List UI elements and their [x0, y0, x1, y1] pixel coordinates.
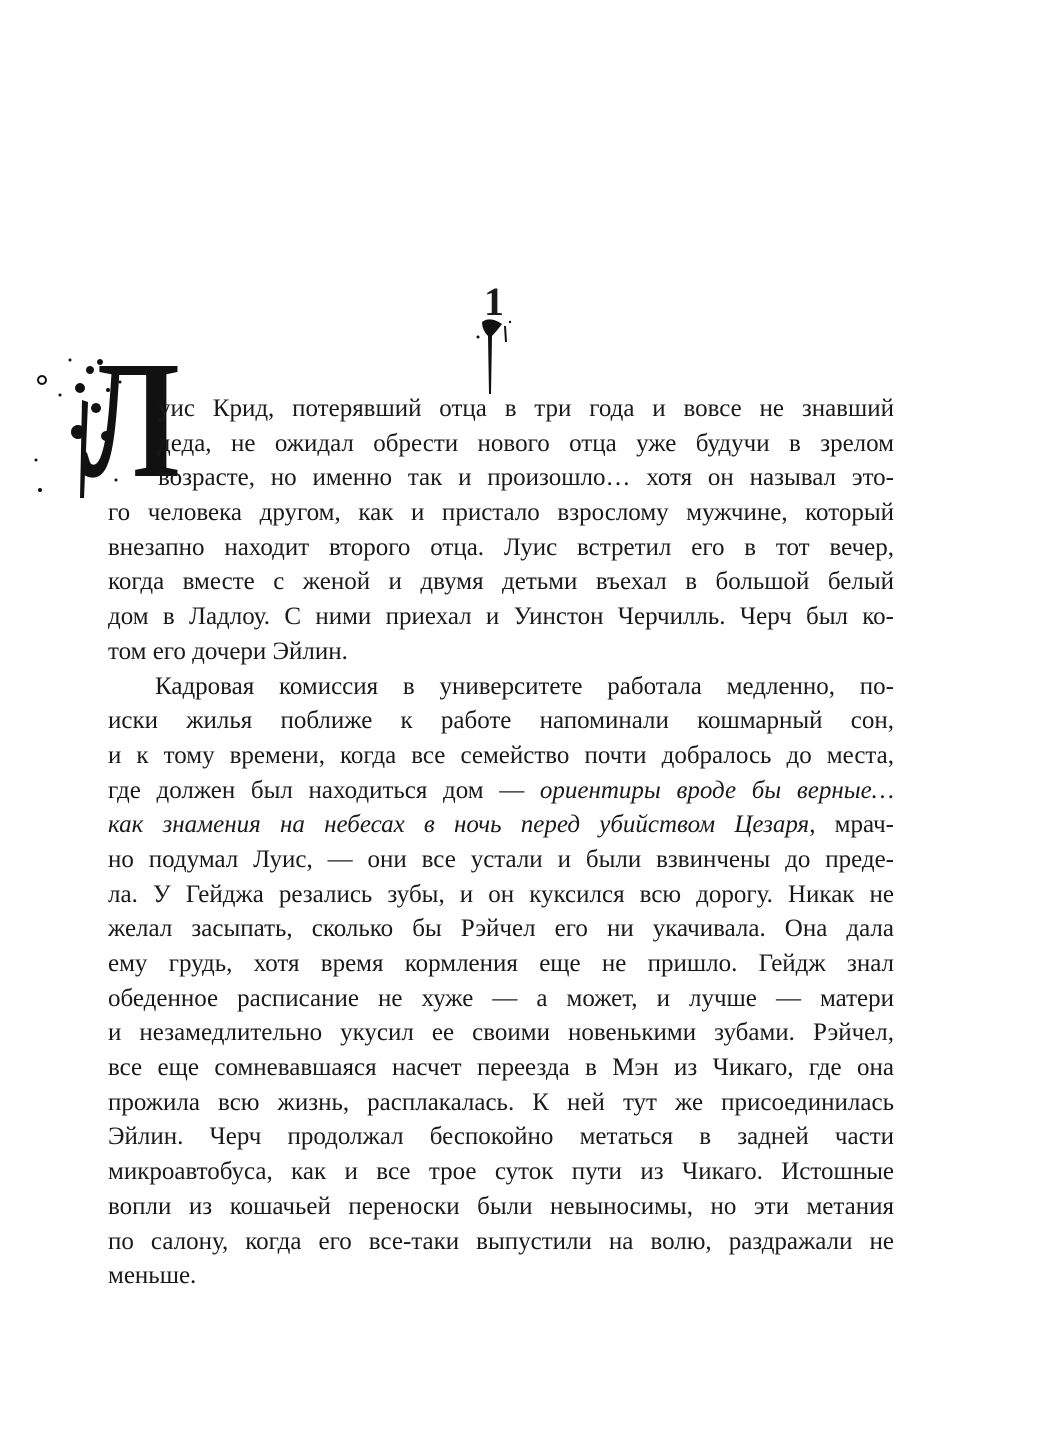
text-run: внезапно находит второго отца. Луис встретил его в тот вечер,	[108, 533, 894, 561]
text-run: вопли из кошачьей переноски были невыносимы, но эти метания	[108, 1192, 894, 1220]
text-line	[158, 392, 894, 427]
text-line	[108, 1086, 894, 1121]
text-run: деда, не ожидал обрести нового отца уже будучи в зрелом	[158, 429, 894, 457]
text-line	[108, 878, 894, 913]
paragraph	[108, 670, 894, 1294]
text-run: где должен был находиться дом —	[108, 776, 540, 804]
italic-text: ориентиры вроде бы верные…	[539, 776, 894, 804]
text-line	[158, 461, 894, 496]
text-line	[158, 427, 894, 462]
text-run: и незамедлительно укусил ее своими новенькими зубами. Рэйчел,	[108, 1019, 894, 1047]
text-run: обеденное расписание не хуже — а может, и лучше — матери	[108, 984, 894, 1012]
text-run: и к тому времени, когда все семейство почти добралось до места,	[108, 741, 894, 769]
text-line	[108, 670, 894, 705]
italic-text: как знамения на небесах в ночь перед убийством Цезаря	[108, 811, 810, 839]
text-run: микроавтобуса, как и все трое суток пути из Чикаго. Истошные	[108, 1158, 894, 1186]
text-run: Эйлин. Черч продолжал беспокойно метаться в задней части	[108, 1123, 894, 1151]
text-line	[108, 565, 894, 600]
text-line	[108, 1190, 894, 1225]
text-run: го человека другом, как и пристало взрослому мужчине, который	[108, 499, 894, 527]
text-run: иски жилья поближе к работе напоминали кошмарный сон,	[108, 707, 894, 735]
text-run: , мрач-	[809, 811, 894, 839]
drop-cap-letter: Л	[82, 327, 180, 513]
text-line	[108, 635, 894, 670]
text-run: ему грудь, хотя время кормления еще не пришло. Гейдж знал	[108, 950, 894, 977]
text-line	[108, 912, 894, 947]
text-run: все еще сомневавшаяся насчет переезда в Мэн из Чикаго, где она	[108, 1054, 894, 1082]
text-line	[108, 496, 894, 531]
text-run: уис Крид, потерявший отца в три года и вовсе не знавший	[158, 395, 894, 422]
paragraph	[108, 392, 894, 670]
text-run: желал засыпать, сколько бы Рэйчел его ни укачивала. Она дала	[108, 915, 894, 943]
text-run: по салону, когда его все-таки выпустили на волю, раздражали не	[108, 1227, 894, 1255]
body-text	[108, 392, 894, 1294]
text-line	[108, 600, 894, 635]
text-run: меньше.	[108, 1262, 197, 1290]
chapter-number-text: 1	[484, 279, 504, 324]
text-line	[108, 1225, 894, 1260]
text-line	[108, 1051, 894, 1086]
text-line	[108, 1155, 894, 1190]
text-line	[108, 843, 894, 878]
text-line	[108, 982, 894, 1017]
text-run: возрасте, но именно так и произошло… хотя он называл это-	[158, 464, 894, 492]
text-line	[108, 774, 894, 809]
chapter-number	[470, 279, 520, 397]
text-run: ла. У Гейджа резались зубы, и он куксился всю дорогу. Никак не	[108, 880, 894, 908]
text-run: том его дочери Эйлин.	[108, 637, 348, 665]
text-line	[108, 531, 894, 566]
text-line	[108, 1120, 894, 1155]
text-line	[108, 1016, 894, 1051]
text-run: Кадровая комиссия в университете работала медленно, по-	[155, 672, 894, 700]
text-run: когда вместе с женой и двумя детьми въехал в большой белый	[108, 568, 894, 596]
text-run: дом в Ладлоу. С ними приехал и Уинстон Черчилль. Черч был ко-	[108, 603, 894, 631]
text-line	[108, 947, 894, 982]
text-run: прожила всю жизнь, расплакалась. К ней тут же присоединилась	[108, 1088, 894, 1116]
text-run: но подумал Луис, — они все устали и были взвинчены до преде-	[108, 845, 894, 873]
text-line	[108, 808, 894, 843]
text-line	[108, 739, 894, 774]
text-line	[108, 1259, 894, 1294]
text-line	[108, 704, 894, 739]
